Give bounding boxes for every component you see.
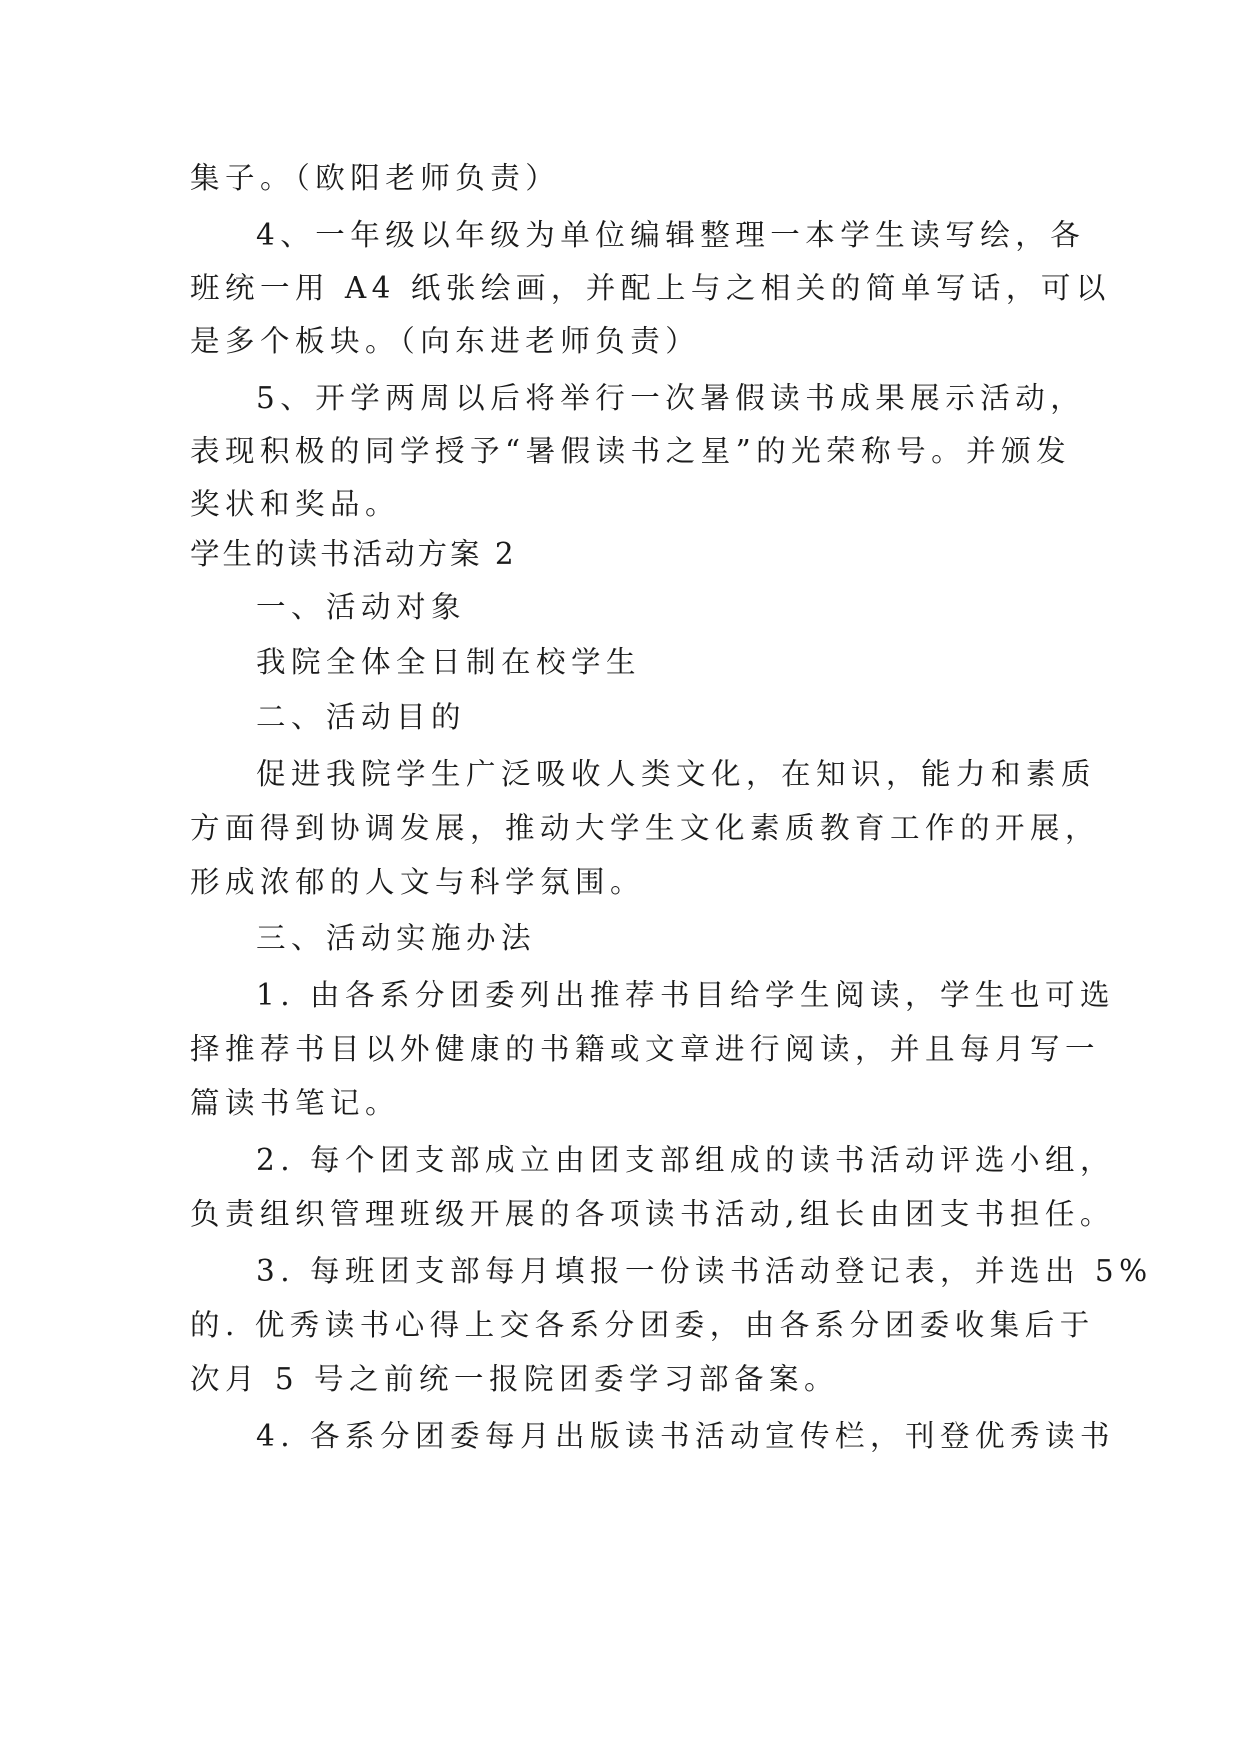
section-heading: 二、活动目的 <box>256 700 467 734</box>
text-line: 形成浓郁的人文与科学氛围。 <box>190 865 646 899</box>
text-line: 次月 5 号之前统一报院团委学习部备案。 <box>190 1362 840 1396</box>
text-line: 篇读书笔记。 <box>190 1086 401 1120</box>
text-line: 3. 每班团支部每月填报一份读书活动登记表，并选出 5% <box>256 1254 1153 1288</box>
text-line: 表现积极的同学授予“暑假读书之星”的光荣称号。并颁发 <box>190 434 1072 468</box>
text-line: 4. 各系分团委每月出版读书活动宣传栏，刊登优秀读书 <box>256 1419 1116 1453</box>
text-line: 促进我院学生广泛吸收人类文化，在知识，能力和素质 <box>256 757 1097 791</box>
text-line: 的. 优秀读书心得上交各系分团委，由各系分团委收集后于 <box>190 1308 1095 1342</box>
text-line: 2. 每个团支部成立由团支部组成的读书活动评选小组， <box>256 1143 1116 1177</box>
text-line: 我院全体全日制在校学生 <box>256 645 642 679</box>
text-line: 集子。（欧阳老师负责） <box>190 161 561 195</box>
text-line: 1. 由各系分团委列出推荐书目给学生阅读，学生也可选 <box>256 978 1116 1012</box>
text-line: 班统一用 A4 纸张绘画，并配上与之相关的简单写话，可以 <box>190 271 1111 305</box>
section-title: 学生的读书活动方案 2 <box>190 537 517 571</box>
text-line: 方面得到协调发展，推动大学生文化素质教育工作的开展， <box>190 811 1101 845</box>
text-line: 奖状和奖品。 <box>190 487 401 521</box>
text-line: 4、一年级以年级为单位编辑整理一本学生读写绘，各 <box>256 218 1086 252</box>
text-line: 5、开学两周以后将举行一次暑假读书成果展示活动， <box>256 381 1086 415</box>
text-line: 择推荐书目以外健康的书籍或文章进行阅读，并且每月写一 <box>190 1032 1101 1066</box>
section-heading: 三、活动实施办法 <box>256 921 537 955</box>
text-line: 负责组织管理班级开展的各项读书活动,组长由团支书担任。 <box>190 1197 1115 1231</box>
text-line: 是多个板块。（向东进老师负责） <box>190 324 701 358</box>
section-heading: 一、活动对象 <box>256 590 467 624</box>
